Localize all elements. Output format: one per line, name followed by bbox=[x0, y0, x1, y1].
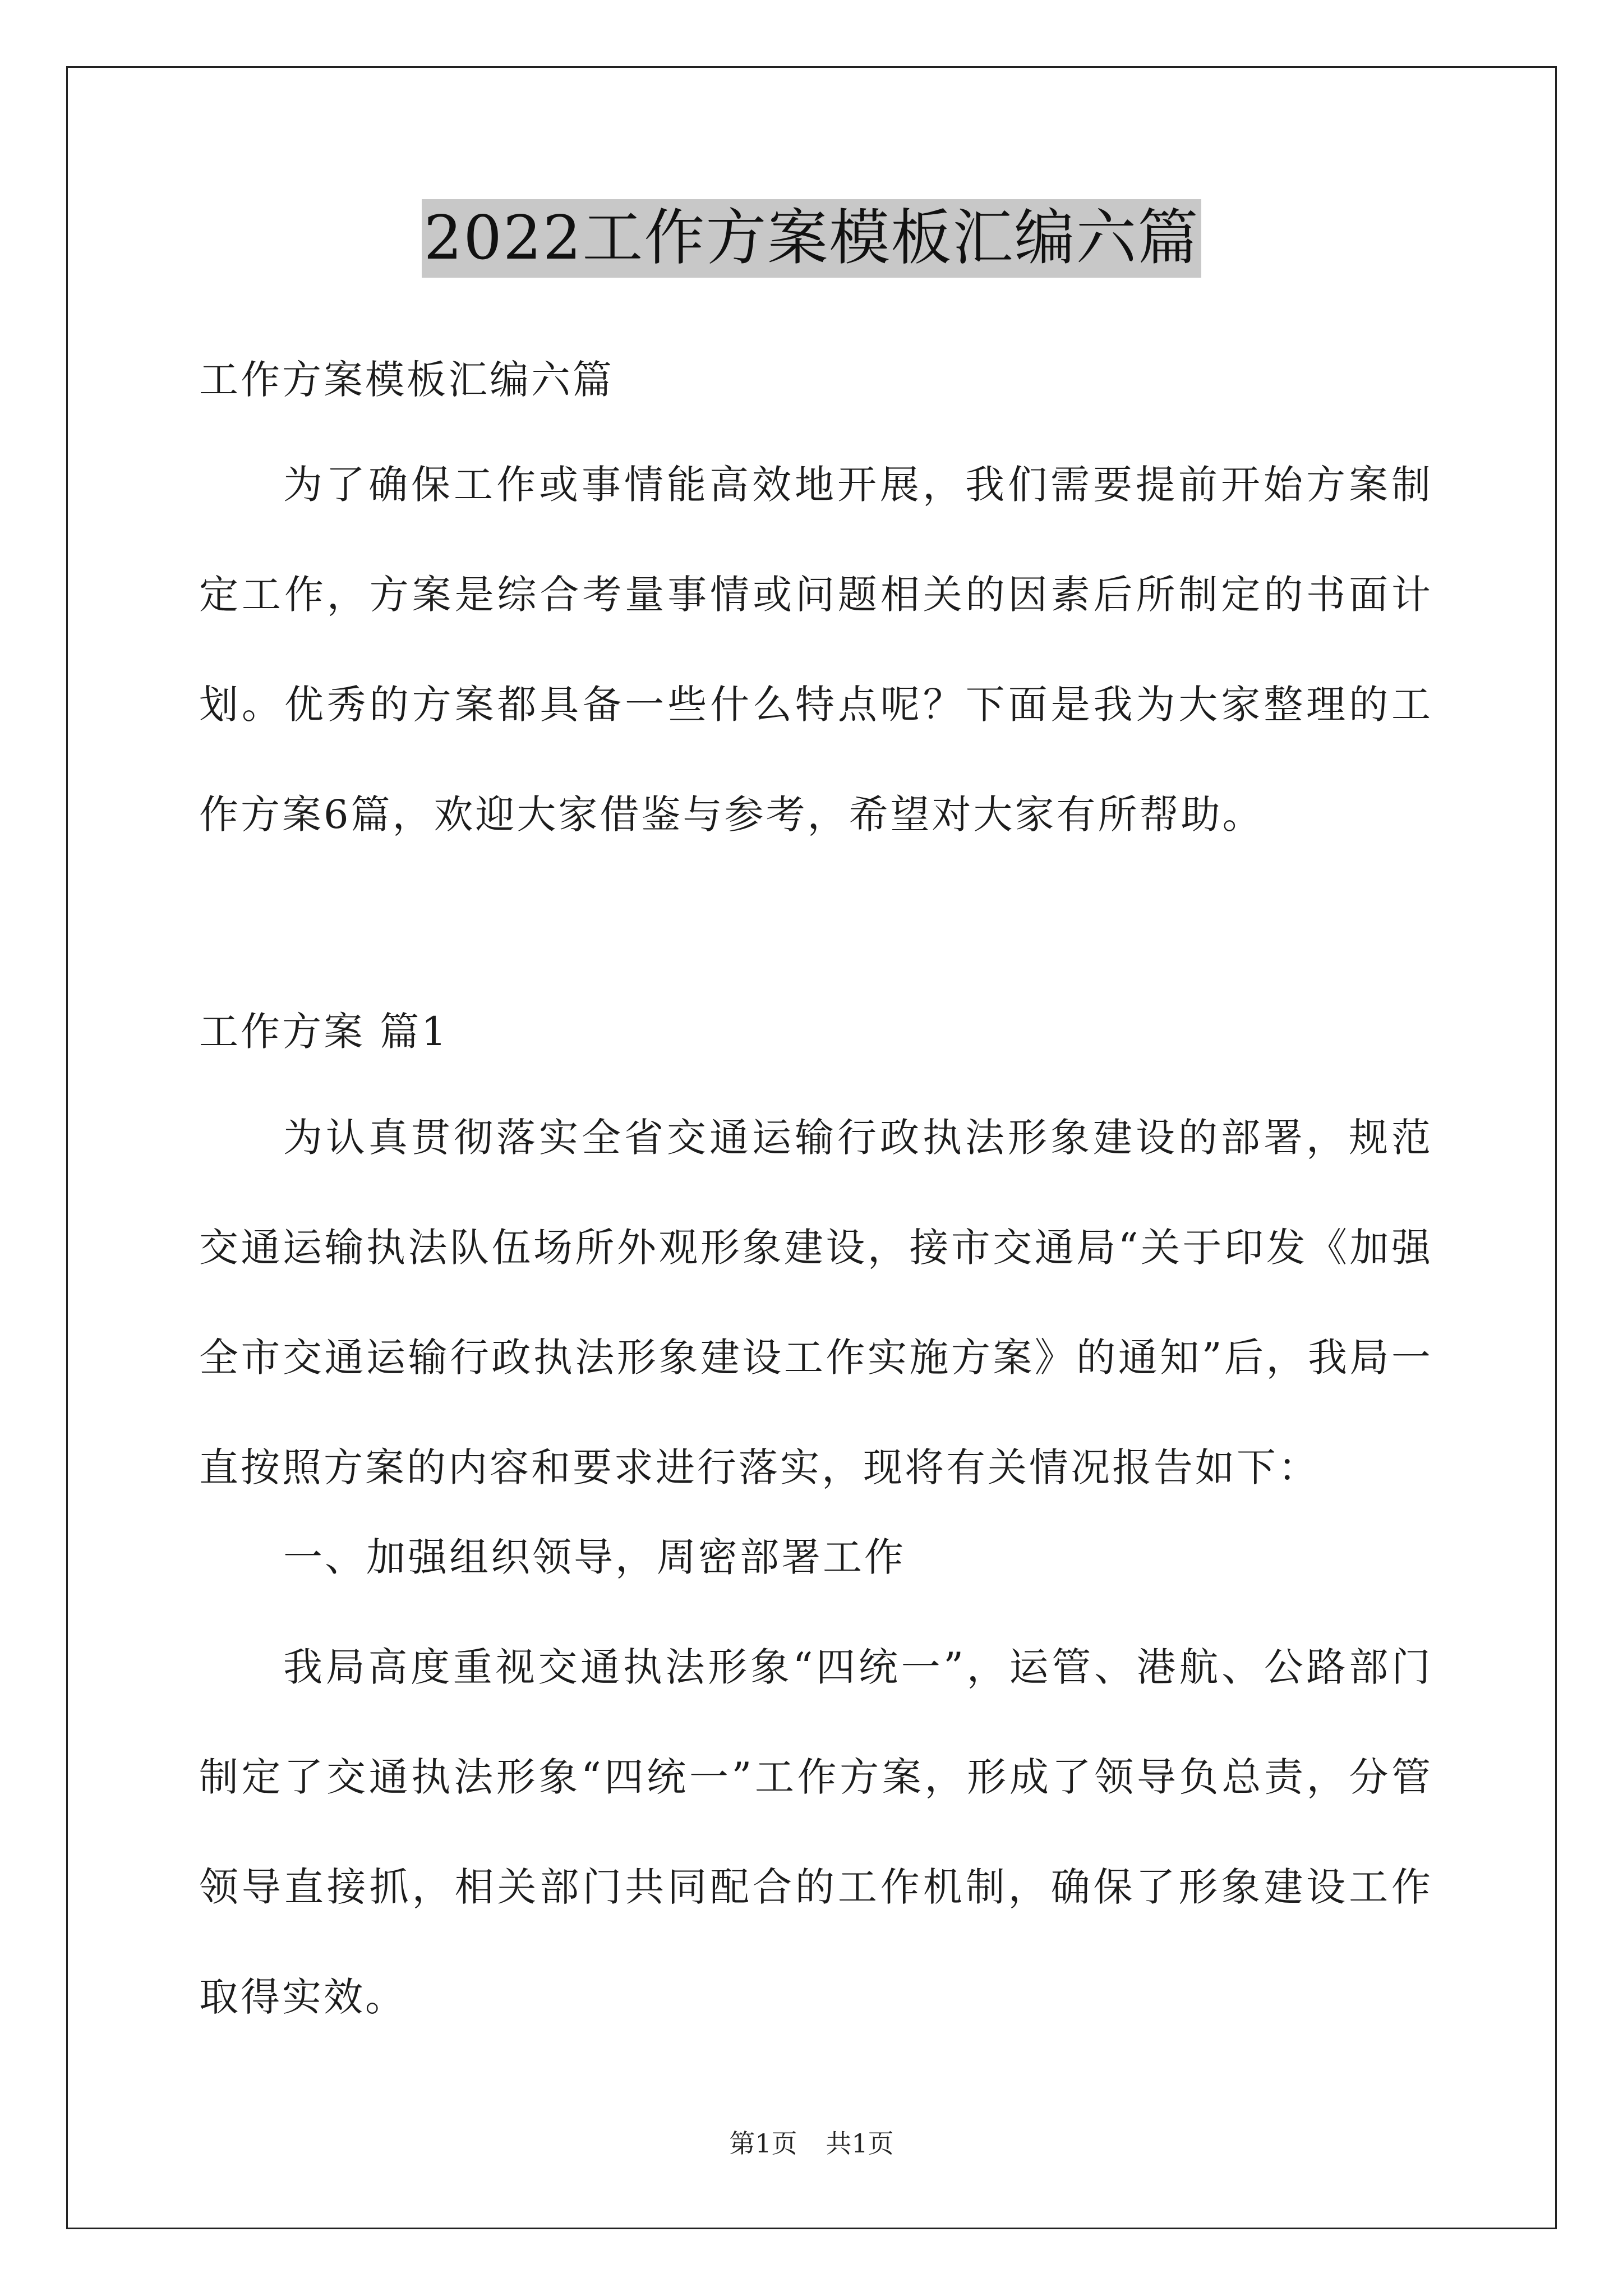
item-heading: 一、加强组织领导，周密部署工作 bbox=[283, 1534, 906, 1580]
document-subtitle: 工作方案模板汇编六篇 bbox=[199, 357, 614, 403]
intro-paragraph: 为了确保工作或事情能高效地开展，我们需要提前开始方案制定工作，方案是综合考量事情或问题相关的因素后所制定的书面计划。优秀的方案都具备一些什么特点呢？下面是我为大家整理的工作方案6篇，欢迎大家借鉴与参考，希望对大家有所帮助。 bbox=[199, 462, 1433, 838]
section-paragraph-2: 我局高度重视交通执法形象“四统一”，运管、港航、公路部门制定了交通执法形象“四统一”工作方案，形成了领导负总责，分管领导直接抓，相关部门共同配合的工作机制，确保了形象建设工作取得实效。 bbox=[199, 1644, 1433, 2020]
document-title: 2022工作方案模板汇编六篇 bbox=[422, 199, 1202, 278]
total-pages: 共1页 bbox=[826, 2128, 894, 2159]
title-container bbox=[0, 199, 1623, 278]
page-number: 第1页 bbox=[729, 2128, 797, 2159]
section-heading: 工作方案 篇1 bbox=[199, 1009, 449, 1055]
page-footer bbox=[0, 2123, 1623, 2160]
section-paragraph-1: 为认真贯彻落实全省交通运输行政执法形象建设的部署，规范交通运输执法队伍场所外观形象建设，接市交通局“关于印发《加强全市交通运输行政执法形象建设工作实施方案》的通知”后，我局一直按照方案的内容和要求进行落实，现将有关情况报告如下： bbox=[199, 1115, 1433, 1490]
